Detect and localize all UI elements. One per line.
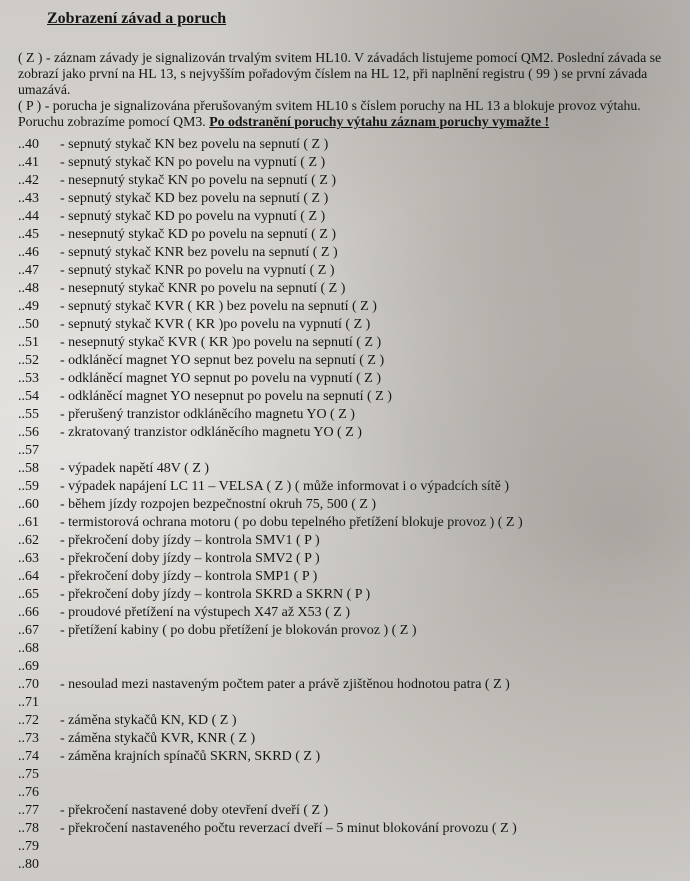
fault-code: ..56 bbox=[18, 425, 39, 440]
fault-description: - nesepnutý stykač KVR ( KR )po povelu na sepnutí ( Z ) bbox=[60, 335, 382, 350]
fault-description bbox=[60, 766, 682, 784]
list-item bbox=[18, 280, 682, 298]
fault-code: ..70 bbox=[18, 677, 39, 692]
list-item bbox=[18, 496, 682, 514]
fault-code: ..55 bbox=[18, 407, 39, 422]
fault-code: ..48 bbox=[18, 281, 39, 296]
fault-code: ..45 bbox=[18, 227, 39, 242]
fault-code: ..75 bbox=[18, 767, 39, 782]
fault-code: ..78 bbox=[18, 821, 39, 836]
fault-description: - překročení nastaveného počtu reverzací dveří – 5 minut blokování provozu ( Z ) bbox=[60, 821, 517, 836]
fault-code: ..66 bbox=[18, 605, 39, 620]
fault-description: - termistorová ochrana motoru ( po dobu tepelného přetížení blokuje provoz ) ( Z ) bbox=[60, 515, 523, 530]
list-item bbox=[18, 352, 682, 370]
fault-description: - sepnutý stykač KVR ( KR ) bez povelu na sepnutí ( Z ) bbox=[60, 299, 377, 314]
list-item bbox=[18, 172, 682, 190]
fault-code: ..69 bbox=[18, 659, 39, 674]
list-item bbox=[18, 136, 682, 154]
fault-code: ..53 bbox=[18, 371, 39, 386]
fault-description: - přerušený tranzistor odkláněcího magnetu YO ( Z ) bbox=[60, 407, 355, 422]
fault-code: ..51 bbox=[18, 335, 39, 350]
fault-description: - překročení doby jízdy – kontrola SMP1 ( P ) bbox=[60, 569, 318, 584]
fault-code: ..52 bbox=[18, 353, 39, 368]
list-item bbox=[18, 154, 682, 172]
fault-description: - výpadek napětí 48V ( Z ) bbox=[60, 461, 210, 476]
fault-code: ..44 bbox=[18, 209, 39, 224]
fault-code: ..57 bbox=[18, 443, 39, 458]
intro-p-emphasis: Po odstranění poruchy výtahu záznam poruchy vymažte ! bbox=[209, 114, 550, 129]
fault-description: - odkláněcí magnet YO sepnut po povelu na vypnutí ( Z ) bbox=[60, 371, 382, 386]
fault-description: - sepnutý stykač KN bez povelu na sepnutí ( Z ) bbox=[60, 137, 329, 152]
list-item bbox=[18, 568, 682, 586]
page-title: Zobrazení závad a poruch bbox=[47, 10, 227, 27]
fault-description: - nesoulad mezi nastaveným počtem pater a právě zjištěnou hodnotou patra ( Z ) bbox=[60, 677, 510, 692]
fault-code: ..63 bbox=[18, 551, 39, 566]
list-item bbox=[18, 388, 682, 406]
list-item bbox=[18, 514, 682, 532]
fault-code: ..61 bbox=[18, 515, 39, 530]
fault-code: ..74 bbox=[18, 749, 39, 764]
fault-description: - nesepnutý stykač KNR po povelu na sepnutí ( Z ) bbox=[60, 281, 346, 296]
fault-code: ..42 bbox=[18, 173, 39, 188]
list-item bbox=[18, 424, 682, 442]
fault-description: - záměna stykačů KN, KD ( Z ) bbox=[60, 713, 237, 728]
fault-description bbox=[60, 442, 682, 460]
list-item bbox=[18, 820, 682, 838]
fault-description: - zkratovaný tranzistor odkláněcího magnetu YO ( Z ) bbox=[60, 425, 362, 440]
fault-description: - během jízdy rozpojen bezpečnostní okruh 75, 500 ( Z ) bbox=[60, 497, 377, 512]
fault-description bbox=[60, 856, 682, 874]
fault-description: - nesepnutý stykač KD po povelu na sepnutí ( Z ) bbox=[60, 227, 337, 242]
fault-description bbox=[60, 658, 682, 676]
list-item bbox=[18, 784, 682, 802]
fault-description: - záměna krajních spínačů SKRN, SKRD ( Z ) bbox=[60, 749, 321, 764]
list-item bbox=[18, 604, 682, 622]
list-item bbox=[18, 226, 682, 244]
fault-code: ..79 bbox=[18, 839, 39, 854]
fault-code: ..80 bbox=[18, 857, 39, 872]
fault-description: - výpadek napájení LC 11 – VELSA ( Z ) ( může informovat i o výpadcích sítě ) bbox=[60, 479, 510, 494]
list-item bbox=[18, 838, 682, 856]
list-item bbox=[18, 298, 682, 316]
fault-description: - přetížení kabiny ( po dobu přetížení je blokován provoz ) ( Z ) bbox=[60, 623, 417, 638]
fault-description: - odkláněcí magnet YO nesepnut po povelu na sepnutí ( Z ) bbox=[60, 389, 392, 404]
fault-code: ..71 bbox=[18, 695, 39, 710]
list-item bbox=[18, 532, 682, 550]
fault-code: ..68 bbox=[18, 641, 39, 656]
fault-description: - sepnutý stykač KN po povelu na vypnutí ( Z ) bbox=[60, 155, 326, 170]
fault-description: - záměna stykačů KVR, KNR ( Z ) bbox=[60, 731, 256, 746]
list-item bbox=[18, 856, 682, 874]
list-item bbox=[18, 316, 682, 334]
list-item bbox=[18, 244, 682, 262]
fault-code: ..76 bbox=[18, 785, 39, 800]
fault-description: - sepnutý stykač KNR po povelu na vypnutí ( Z ) bbox=[60, 263, 335, 278]
fault-description bbox=[60, 640, 682, 658]
list-item bbox=[18, 658, 682, 676]
fault-code: ..65 bbox=[18, 587, 39, 602]
fault-code: ..47 bbox=[18, 263, 39, 278]
intro-paragraph-p bbox=[18, 98, 682, 130]
list-item bbox=[18, 730, 682, 748]
intro-p-text: ( P ) - porucha je signalizována přerušovaným svitem HL10 s číslem poruchy na HL 13 a blokuje provoz výtahu. Poruchu zobrazíme pomocí QM3. bbox=[18, 98, 641, 129]
list-item bbox=[18, 442, 682, 460]
fault-code: ..67 bbox=[18, 623, 39, 638]
fault-description: - překročení nastavené doby otevření dveří ( Z ) bbox=[60, 803, 329, 818]
fault-code: ..64 bbox=[18, 569, 39, 584]
list-item bbox=[18, 406, 682, 424]
list-item bbox=[18, 460, 682, 478]
fault-code: ..46 bbox=[18, 245, 39, 260]
fault-code: ..58 bbox=[18, 461, 39, 476]
fault-code: ..49 bbox=[18, 299, 39, 314]
fault-description: - překročení doby jízdy – kontrola SMV2 ( P ) bbox=[60, 551, 320, 566]
fault-description: - sepnutý stykač KD bez povelu na sepnutí ( Z ) bbox=[60, 191, 329, 206]
fault-description: - sepnutý stykač KVR ( KR )po povelu na vypnutí ( Z ) bbox=[60, 317, 371, 332]
fault-code-list bbox=[18, 136, 682, 874]
intro-text bbox=[18, 50, 682, 130]
fault-code: ..43 bbox=[18, 191, 39, 206]
fault-description: - nesepnutý stykač KN po povelu na sepnutí ( Z ) bbox=[60, 173, 337, 188]
fault-code: ..40 bbox=[18, 137, 39, 152]
fault-code: ..77 bbox=[18, 803, 39, 818]
list-item bbox=[18, 766, 682, 784]
fault-code: ..72 bbox=[18, 713, 39, 728]
fault-description bbox=[60, 694, 682, 712]
list-item bbox=[18, 586, 682, 604]
fault-description: - sepnutý stykač KNR bez povelu na sepnutí ( Z ) bbox=[60, 245, 338, 260]
fault-code: ..73 bbox=[18, 731, 39, 746]
fault-description bbox=[60, 784, 682, 802]
list-item bbox=[18, 676, 682, 694]
list-item bbox=[18, 550, 682, 568]
intro-paragraph-z: ( Z ) - záznam závady je signalizován trvalým svitem HL10. V závadách listujeme pomocí QM2. Poslední závada se zobrazí jako první na HL 13, s nejvyšším pořadovým číslem na HL 12, při naplnění registru ( 99 ) se první závada umazává. bbox=[18, 50, 662, 97]
fault-code: ..50 bbox=[18, 317, 39, 332]
list-item bbox=[18, 208, 682, 226]
list-item bbox=[18, 478, 682, 496]
list-item bbox=[18, 334, 682, 352]
fault-code: ..60 bbox=[18, 497, 39, 512]
list-item bbox=[18, 694, 682, 712]
fault-code: ..62 bbox=[18, 533, 39, 548]
fault-description: - proudové přetížení na výstupech X47 až X53 ( Z ) bbox=[60, 605, 351, 620]
list-item bbox=[18, 190, 682, 208]
fault-description: - sepnutý stykač KD po povelu na vypnutí ( Z ) bbox=[60, 209, 326, 224]
list-item bbox=[18, 370, 682, 388]
list-item bbox=[18, 640, 682, 658]
list-item bbox=[18, 622, 682, 640]
fault-description: - odkláněcí magnet YO sepnut bez povelu na sepnutí ( Z ) bbox=[60, 353, 385, 368]
fault-description: - překročení doby jízdy – kontrola SKRD a SKRN ( P ) bbox=[60, 587, 371, 602]
fault-description: - překročení doby jízdy – kontrola SMV1 ( P ) bbox=[60, 533, 320, 548]
list-item bbox=[18, 262, 682, 280]
list-item bbox=[18, 748, 682, 766]
fault-code: ..54 bbox=[18, 389, 39, 404]
fault-description bbox=[60, 838, 682, 856]
list-item bbox=[18, 712, 682, 730]
fault-code: ..59 bbox=[18, 479, 39, 494]
list-item bbox=[18, 802, 682, 820]
fault-code: ..41 bbox=[18, 155, 39, 170]
